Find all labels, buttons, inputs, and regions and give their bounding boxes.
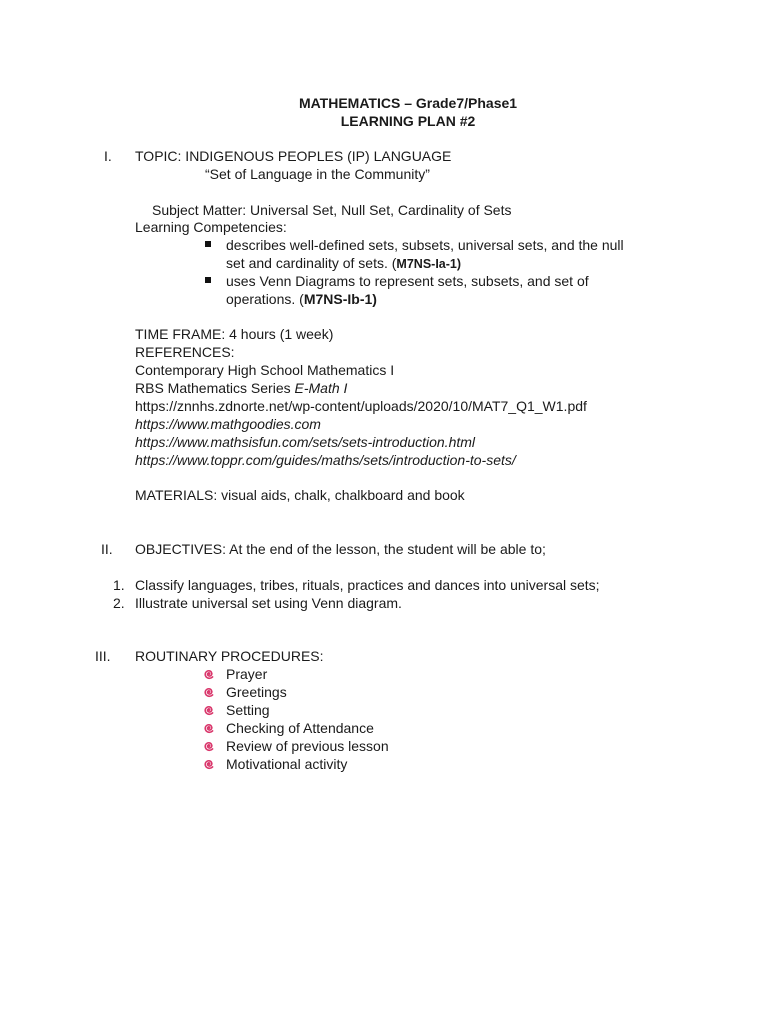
routine-item: Motivational activity — [226, 756, 348, 772]
objective-1-number: 1. — [113, 577, 125, 593]
swirl-bullet-icon — [203, 668, 215, 680]
time-frame: TIME FRAME: 4 hours (1 week) — [135, 326, 334, 342]
routine-item: Setting — [226, 702, 270, 718]
reference-6-link[interactable]: https://www.toppr.com/guides/maths/sets/introduction-to-sets/ — [135, 452, 516, 468]
reference-1: Contemporary High School Mathematics I — [135, 362, 395, 378]
section-3-numeral: III. — [95, 648, 111, 664]
objective-2: Illustrate universal set using Venn diagram. — [135, 595, 402, 611]
objective-2-number: 2. — [113, 595, 125, 611]
document-title: MATHEMATICS – Grade7/Phase1 — [298, 95, 518, 111]
routinary-label: ROUTINARY PROCEDURES: — [135, 648, 324, 664]
reference-5-link[interactable]: https://www.mathsisfun.com/sets/sets-introduction.html — [135, 434, 476, 450]
swirl-bullet-icon — [203, 740, 215, 752]
reference-3-link[interactable]: https://znnhs.zdnorte.net/wp-content/uploads/2020/10/MAT7_Q1_W1.pdf — [135, 398, 587, 414]
objectives: OBJECTIVES: At the end of the lesson, the student will be able to; — [135, 541, 546, 557]
bullet-square-icon — [205, 241, 211, 247]
subject-matter: Subject Matter: Universal Set, Null Set, Cardinality of Sets — [152, 202, 512, 218]
reference-2: RBS Mathematics Series E-Math I — [135, 380, 348, 396]
swirl-bullet-icon — [203, 704, 215, 716]
section-2-numeral: II. — [101, 541, 113, 557]
competency-1-line2: set and cardinality of sets. (M7NS-Ia-1) — [226, 255, 462, 271]
swirl-bullet-icon — [203, 758, 215, 770]
swirl-bullet-icon — [203, 722, 215, 734]
swirl-bullet-icon — [203, 686, 215, 698]
competency-1-code: M7NS-Ia-1) — [396, 257, 462, 271]
section-1-numeral: I. — [104, 148, 112, 164]
reference-2-italic: E-Math I — [294, 380, 348, 396]
competency-1-line1: describes well-defined sets, subsets, universal sets, and the null — [226, 237, 624, 253]
reference-4-link[interactable]: https://www.mathgoodies.com — [135, 416, 321, 432]
competency-2-code: M7NS-Ib-1) — [303, 291, 377, 307]
objective-1: Classify languages, tribes, rituals, practices and dances into universal sets; — [135, 577, 600, 593]
competencies-label: Learning Competencies: — [135, 219, 287, 235]
document-subtitle: LEARNING PLAN #2 — [340, 113, 476, 129]
routine-item: Checking of Attendance — [226, 720, 374, 736]
competency-2-line2: operations. (M7NS-Ib-1) — [226, 291, 377, 307]
routine-item: Prayer — [226, 666, 268, 682]
routine-item: Review of previous lesson — [226, 738, 389, 754]
routine-item: Greetings — [226, 684, 287, 700]
topic-line: TOPIC: INDIGENOUS PEOPLES (IP) LANGUAGE — [135, 148, 452, 164]
materials: MATERIALS: visual aids, chalk, chalkboard and book — [135, 487, 465, 503]
competency-2-line1: uses Venn Diagrams to represent sets, subsets, and set of — [226, 273, 589, 289]
bullet-square-icon — [205, 277, 211, 283]
topic-subtitle: “Set of Language in the Community” — [205, 166, 430, 182]
references-label: REFERENCES: — [135, 344, 235, 360]
